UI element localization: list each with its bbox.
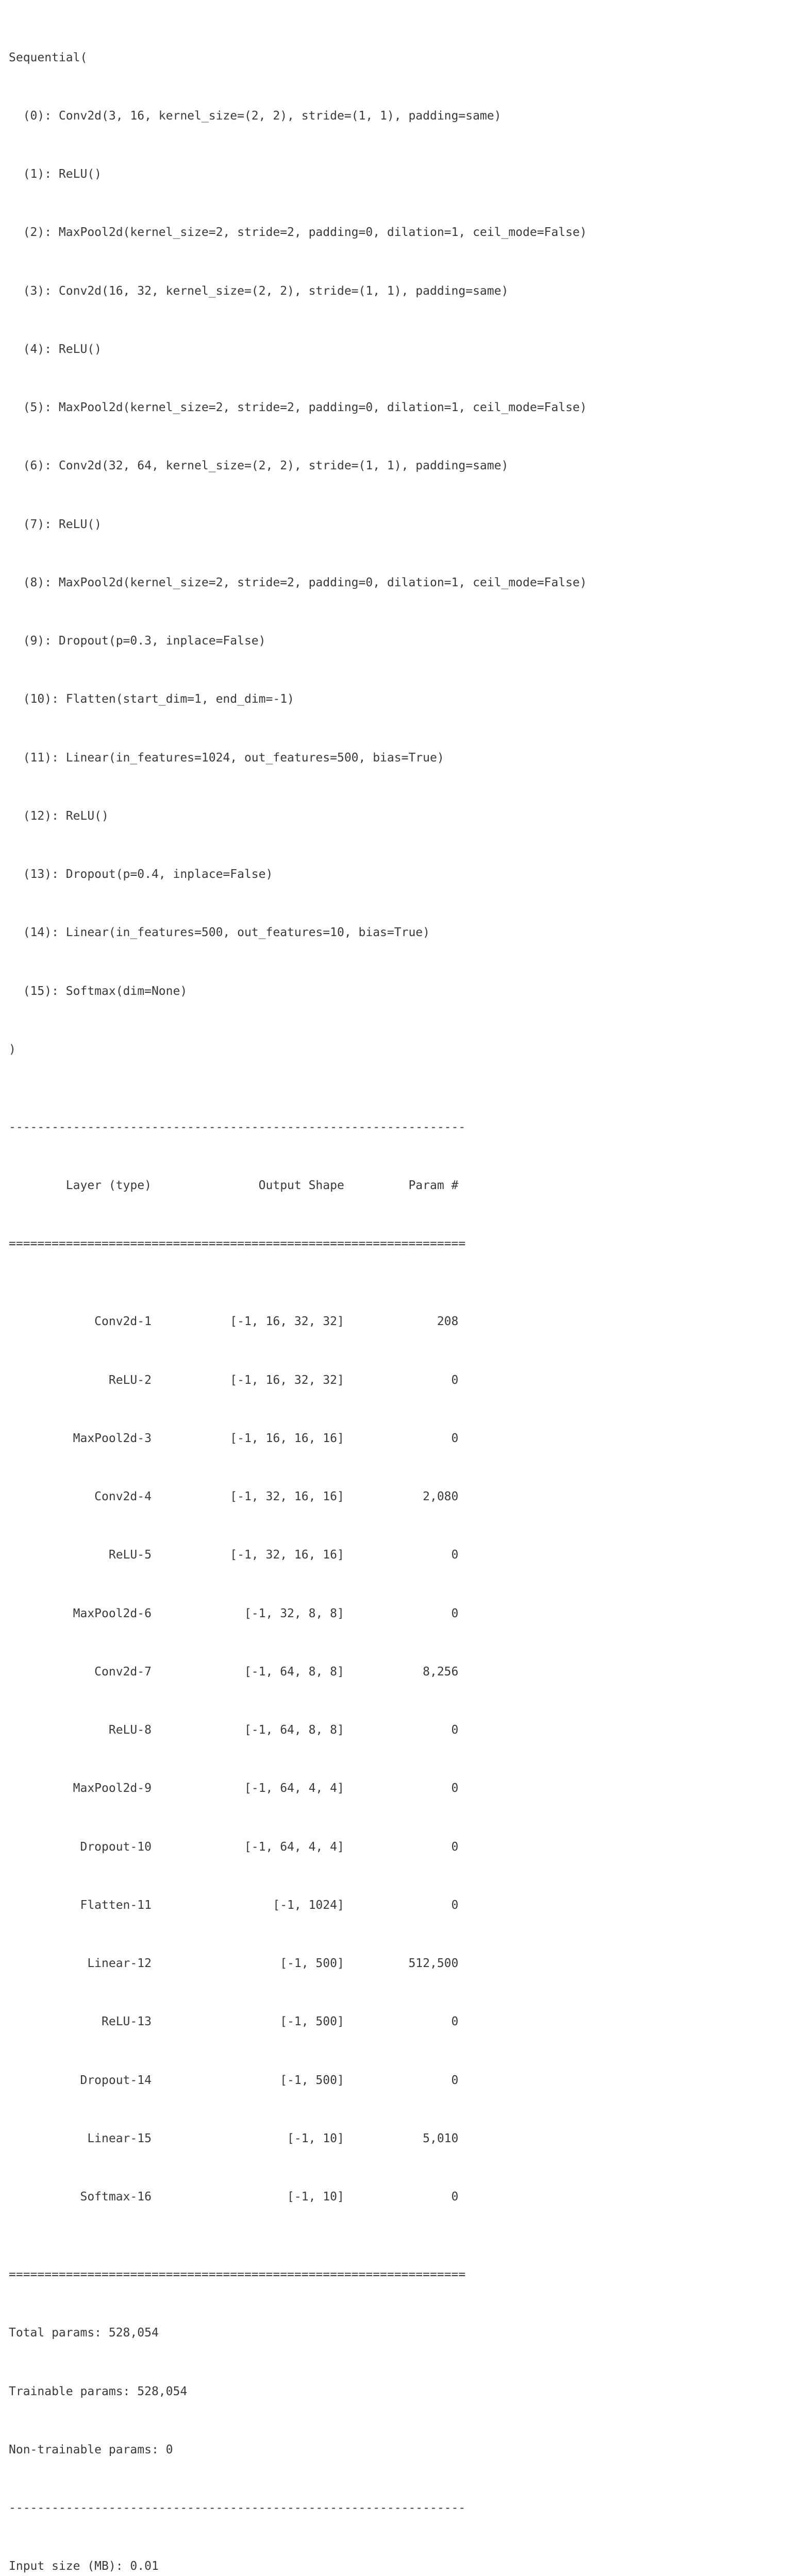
summary-row: Conv2d-1 [-1, 16, 32, 32] 208 <box>9 1315 459 1329</box>
summary-separator: ================================================================ <box>9 2268 466 2281</box>
model-repr-line: (7): ReLU() <box>9 517 102 531</box>
summary-row: Flatten-11 [-1, 1024] 0 <box>9 1898 459 1912</box>
summary-separator: ---------------------------------------------------------------- <box>9 1120 466 1134</box>
summary-row: Softmax-16 [-1, 10] 0 <box>9 2190 459 2204</box>
summary-header: Layer (type) Output Shape Param # <box>9 1179 459 1192</box>
summary-row: Conv2d-7 [-1, 64, 8, 8] 8,256 <box>9 1665 459 1679</box>
model-repr-line: (3): Conv2d(16, 32, kernel_size=(2, 2), stride=(1, 1), padding=same) <box>9 284 509 298</box>
model-repr-line: (6): Conv2d(32, 64, kernel_size=(2, 2), stride=(1, 1), padding=same) <box>9 459 509 473</box>
summary-row: MaxPool2d-9 [-1, 64, 4, 4] 0 <box>9 1782 459 1795</box>
non-trainable-params: Non-trainable params: 0 <box>9 2443 173 2456</box>
summary-row: ReLU-5 [-1, 32, 16, 16] 0 <box>9 1548 459 1562</box>
summary-row: Linear-15 [-1, 10] 5,010 <box>9 2131 459 2145</box>
total-params: Total params: 528,054 <box>9 2326 159 2340</box>
model-repr-line: (4): ReLU() <box>9 342 102 356</box>
model-repr-line: (14): Linear(in_features=500, out_features=10, bias=True) <box>9 926 430 940</box>
summary-row: Dropout-10 [-1, 64, 4, 4] 0 <box>9 1840 459 1854</box>
model-repr-line: (11): Linear(in_features=1024, out_features=500, bias=True) <box>9 751 444 765</box>
model-repr-line: (10): Flatten(start_dim=1, end_dim=-1) <box>9 692 294 706</box>
summary-separator: ---------------------------------------------------------------- <box>9 2501 466 2515</box>
model-repr-line: (0): Conv2d(3, 16, kernel_size=(2, 2), stride=(1, 1), padding=same) <box>9 109 502 123</box>
summary-row: Conv2d-4 [-1, 32, 16, 16] 2,080 <box>9 1490 459 1503</box>
model-repr-line: (12): ReLU() <box>9 809 109 823</box>
model-repr-line: Sequential( <box>9 50 88 64</box>
model-repr-line: (2): MaxPool2d(kernel_size=2, stride=2, padding=0, dilation=1, ceil_mode=False) <box>9 226 587 240</box>
summary-row: Linear-12 [-1, 500] 512,500 <box>9 1957 459 1970</box>
summary-row: ReLU-2 [-1, 16, 32, 32] 0 <box>9 1373 459 1387</box>
summary-row: ReLU-8 [-1, 64, 8, 8] 0 <box>9 1723 459 1737</box>
model-repr-line: (13): Dropout(p=0.4, inplace=False) <box>9 868 273 881</box>
input-size: Input size (MB): 0.01 <box>9 2560 159 2573</box>
model-repr-line: (5): MaxPool2d(kernel_size=2, stride=2, padding=0, dilation=1, ceil_mode=False) <box>9 401 587 414</box>
summary-row: ReLU-13 [-1, 500] 0 <box>9 2015 459 2029</box>
summary-separator: ================================================================ <box>9 1237 466 1251</box>
model-repr-line: (8): MaxPool2d(kernel_size=2, stride=2, padding=0, dilation=1, ceil_mode=False) <box>9 575 587 589</box>
model-repr-line: ) <box>9 1042 16 1056</box>
summary-row: Dropout-14 [-1, 500] 0 <box>9 2073 459 2087</box>
model-repr-line: (15): Softmax(dim=None) <box>9 984 188 998</box>
model-repr-line: (9): Dropout(p=0.3, inplace=False) <box>9 634 266 648</box>
trainable-params: Trainable params: 528,054 <box>9 2384 188 2398</box>
summary-row: MaxPool2d-3 [-1, 16, 16, 16] 0 <box>9 1431 459 1445</box>
summary-row: MaxPool2d-6 [-1, 32, 8, 8] 0 <box>9 1606 459 1620</box>
model-repr-line: (1): ReLU() <box>9 167 102 181</box>
